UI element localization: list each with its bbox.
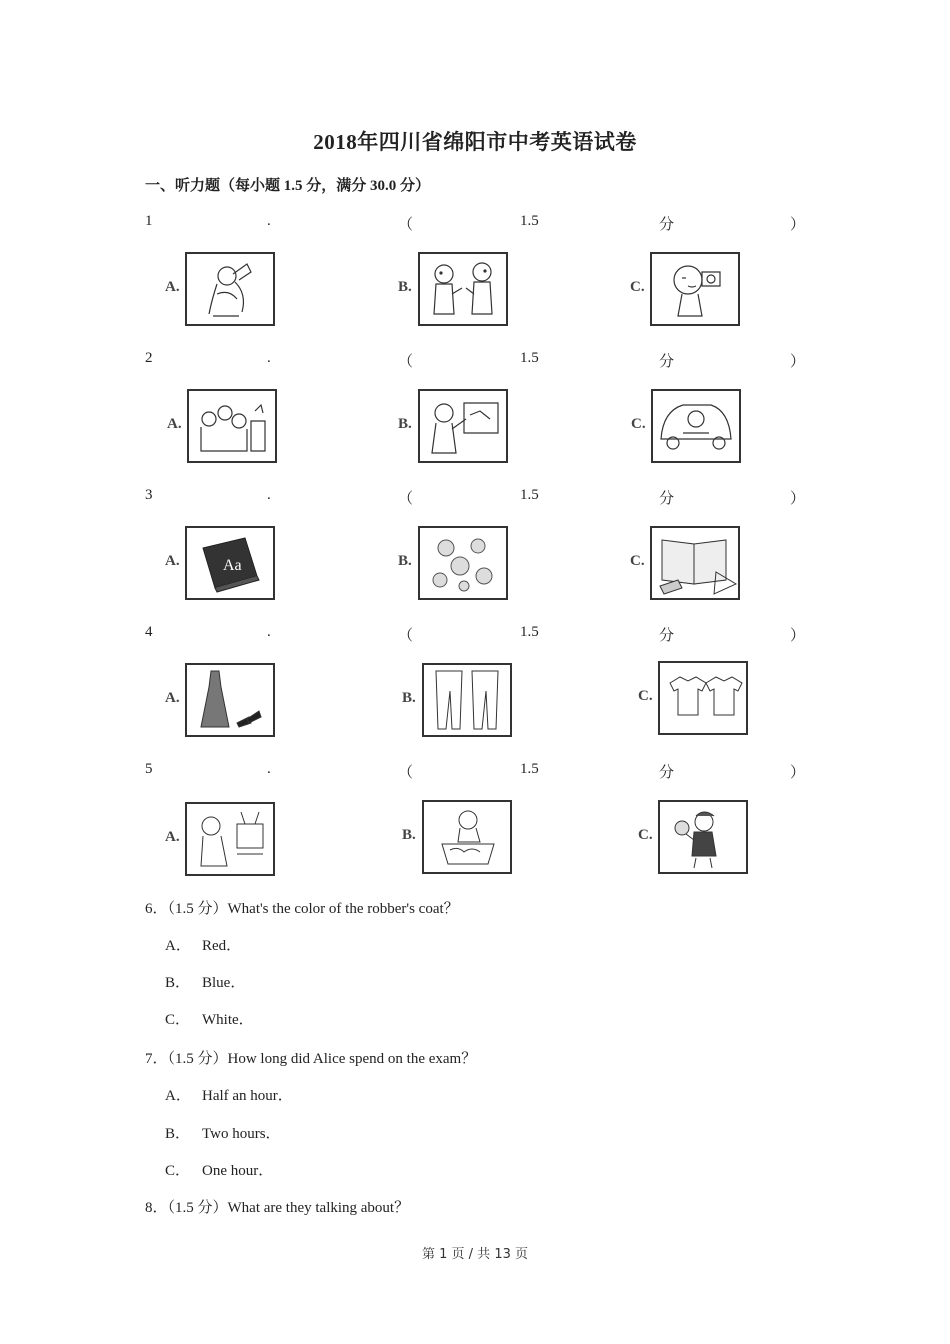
dress-and-shoes-picture — [185, 663, 275, 737]
question-points: 1.5 — [520, 487, 539, 503]
question-line-2 — [145, 350, 806, 370]
points-unit: 分 — [659, 491, 675, 507]
option-label: C. — [638, 688, 653, 704]
question-number: 2 — [145, 350, 153, 366]
left-paren: （ — [398, 765, 414, 781]
question-dot: . — [267, 761, 271, 777]
two-boys-talking-picture — [418, 252, 508, 326]
question-stem: 7．（1.5 分）How long did Alice spend on the exam？ — [145, 1051, 477, 1067]
right-paren: ） — [790, 217, 806, 233]
choice-6c[interactable] — [165, 1008, 254, 1029]
question-number: 1 — [145, 213, 153, 229]
points-unit: 分 — [659, 628, 675, 644]
choice-label: B． — [165, 1126, 191, 1142]
jeans-picture — [422, 663, 512, 737]
book-cover-text: Aa — [223, 557, 242, 574]
question-line-4 — [145, 624, 806, 644]
page-title: 2018年四川省绵阳市中考英语试卷 — [313, 130, 637, 154]
girl-watching-tv-picture — [185, 802, 275, 876]
choice-7a[interactable] — [165, 1084, 293, 1105]
question-dot: . — [267, 213, 271, 229]
choice-text: Two hours． — [202, 1126, 281, 1142]
points-unit: 分 — [659, 354, 675, 370]
t-shirts-picture — [658, 661, 748, 735]
question-number: 5 — [145, 761, 153, 777]
question-stem: 8．（1.5 分）What are they talking about？ — [145, 1200, 410, 1216]
dictionary-book-picture — [185, 526, 275, 600]
option-label: C. — [630, 279, 645, 295]
choice-text: One hour． — [202, 1163, 274, 1179]
choice-label: B． — [165, 975, 191, 991]
choice-label: A． — [165, 938, 191, 954]
question-number: 4 — [145, 624, 153, 640]
option-label: A. — [167, 416, 182, 432]
question-stem: 6．（1.5 分）What's the color of the robber's coat？ — [145, 901, 459, 917]
option-label: B. — [398, 416, 412, 432]
girl-washing-clothes-picture — [422, 800, 512, 874]
choice-label: C． — [165, 1163, 191, 1179]
choice-label: C． — [165, 1012, 191, 1028]
choice-label: A． — [165, 1088, 191, 1104]
option-label: B. — [398, 553, 412, 569]
section-heading-listening: 一、听力题（每小题 1.5 分，满分 30.0 分） — [145, 178, 431, 194]
question-line-5 — [145, 761, 806, 781]
option-label: B. — [398, 279, 412, 295]
right-paren: ） — [790, 765, 806, 781]
teacher-at-blackboard-picture — [418, 389, 508, 463]
option-label: B. — [402, 690, 416, 706]
option-label: C. — [631, 416, 646, 432]
choice-6b[interactable] — [165, 971, 245, 992]
choice-text: Red． — [202, 938, 242, 954]
right-paren: ） — [790, 491, 806, 507]
option-label: C. — [630, 553, 645, 569]
choice-text: Blue． — [202, 975, 246, 991]
left-paren: （ — [398, 217, 414, 233]
option-label: B. — [402, 827, 416, 843]
option-label: A. — [165, 690, 180, 706]
left-paren: （ — [398, 628, 414, 644]
question-line-3 — [145, 487, 806, 507]
option-label: A. — [165, 279, 180, 295]
boy-taking-photo-picture — [650, 252, 740, 326]
question-line-1 — [145, 213, 806, 233]
choice-text: White． — [202, 1012, 254, 1028]
points-unit: 分 — [659, 217, 675, 233]
question-dot: . — [267, 350, 271, 366]
option-label: C. — [638, 827, 653, 843]
flower-painting-picture — [418, 526, 508, 600]
man-driving-car-picture — [651, 389, 741, 463]
question-dot: . — [267, 624, 271, 640]
person-drinking-picture — [185, 252, 275, 326]
question-points: 1.5 — [520, 624, 539, 640]
choice-7b[interactable] — [165, 1122, 281, 1143]
right-paren: ） — [790, 354, 806, 370]
girl-playing-ping-pong-picture — [658, 800, 748, 874]
question-number: 3 — [145, 487, 153, 503]
page-footer: 第 1 页 / 共 13 页 — [422, 1247, 528, 1262]
question-points: 1.5 — [520, 213, 539, 229]
question-points: 1.5 — [520, 350, 539, 366]
choice-6a[interactable] — [165, 934, 241, 955]
question-points: 1.5 — [520, 761, 539, 777]
option-label: A. — [165, 553, 180, 569]
choice-text: Half an hour． — [202, 1088, 293, 1104]
people-at-party-picture — [187, 389, 277, 463]
choice-7c[interactable] — [165, 1159, 273, 1180]
left-paren: （ — [398, 491, 414, 507]
right-paren: ） — [790, 628, 806, 644]
question-dot: . — [267, 487, 271, 503]
points-unit: 分 — [659, 765, 675, 781]
open-book-with-ruler-picture — [650, 526, 740, 600]
option-label: A. — [165, 829, 180, 845]
left-paren: （ — [398, 354, 414, 370]
